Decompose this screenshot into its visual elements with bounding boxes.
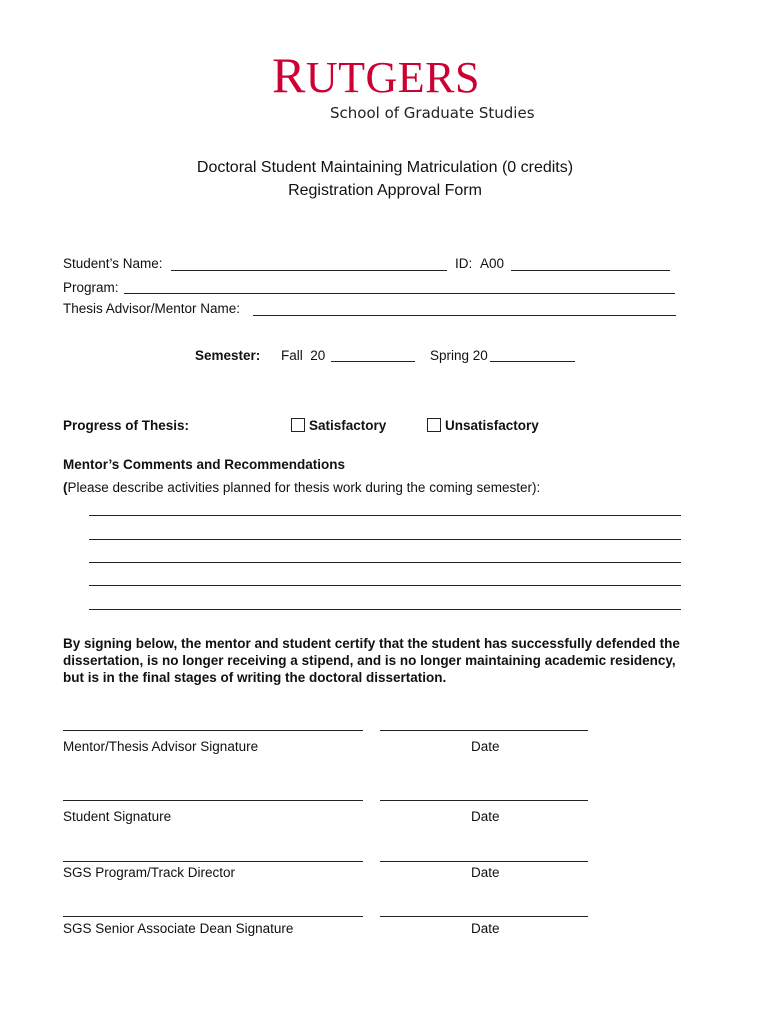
comment-line-3[interactable] [89,562,681,563]
student-signature-label: Student Signature [63,809,172,824]
mentor-date-label: Date [471,739,500,754]
student-name-label: Student’s Name: [63,256,163,271]
unsatisfactory-checkbox[interactable] [427,418,441,432]
rutgers-logo: RUTGERS [272,47,480,103]
advisor-field[interactable] [253,315,676,316]
form-subtitle: Registration Approval Form [288,182,482,199]
id-prefix: A00 [480,256,505,271]
mentor-date-line[interactable] [380,730,588,731]
satisfactory-label: Satisfactory [309,418,387,433]
comments-heading: Mentor’s Comments and Recommendations [63,457,346,472]
fall-year-field[interactable] [331,361,415,362]
certification-line-1: By signing below, the mentor and student certify that the student has successfully defended the [63,636,680,651]
comment-line-2[interactable] [89,539,681,540]
certification-line-3: but is in the final stages of writing the doctoral dissertation. [63,670,447,685]
comments-instruction [63,481,540,495]
logo-subtitle: School of Graduate Studies [330,104,535,122]
director-signature-line[interactable] [63,861,363,862]
comments-open-paren: ( [63,480,68,495]
semester-label: Semester: [195,348,261,363]
comment-line-5[interactable] [89,609,681,610]
mentor-signature-line[interactable] [63,730,363,731]
comment-line-1[interactable] [89,515,681,516]
mentor-signature-label: Mentor/Thesis Advisor Signature [63,739,259,754]
program-field[interactable] [124,293,675,294]
dean-date-label: Date [471,921,500,936]
dean-date-line[interactable] [380,916,588,917]
certification-line-2: dissertation, is no longer receiving a stipend, and is no longer maintaining academic residency, [63,653,676,668]
dean-signature-label: SGS Senior Associate Dean Signature [63,921,294,936]
student-signature-line[interactable] [63,800,363,801]
student-date-line[interactable] [380,800,588,801]
spring-year-field[interactable] [490,361,575,362]
student-date-label: Date [471,809,500,824]
comments-instruction-text: Please describe activities planned for thesis work during the coming semester): [67,480,541,495]
dean-signature-line[interactable] [63,916,363,917]
program-label: Program: [63,280,119,295]
director-date-line[interactable] [380,861,588,862]
student-name-field[interactable] [171,270,447,271]
id-label: ID: [455,256,473,271]
satisfactory-checkbox[interactable] [291,418,305,432]
id-field[interactable] [511,270,670,271]
director-date-label: Date [471,865,500,880]
fall-label: Fall 20 [281,348,326,363]
progress-label: Progress of Thesis: [63,418,190,433]
spring-label: Spring 20 [430,348,488,363]
unsatisfactory-label: Unsatisfactory [445,418,539,433]
comment-line-4[interactable] [89,585,681,586]
advisor-label: Thesis Advisor/Mentor Name: [63,301,241,316]
form-title: Doctoral Student Maintaining Matriculation (0 credits) [196,159,574,176]
director-signature-label: SGS Program/Track Director [63,865,236,880]
